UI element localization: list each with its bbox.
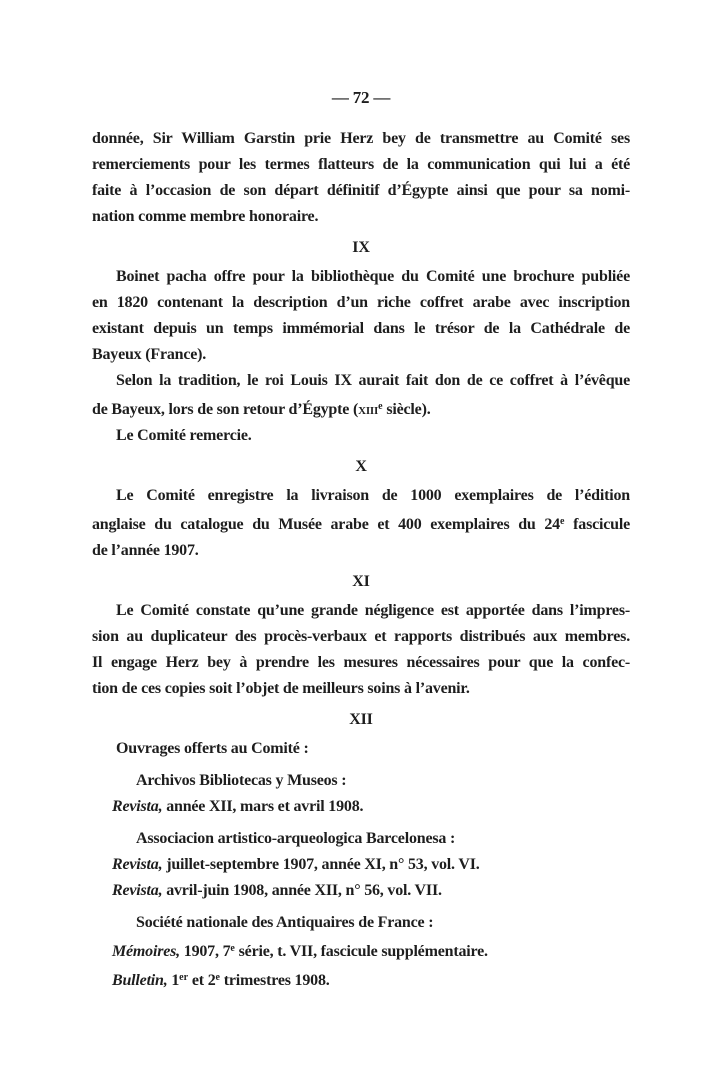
- text-line: Boinet pacha offre pour la bibliothèque du Comité une brochure publiée: [116, 268, 630, 285]
- text-line: Société nationale des Antiquaires de France :: [136, 914, 434, 931]
- paragraph: [92, 423, 630, 449]
- paragraph: [92, 264, 630, 368]
- entry-line: [92, 936, 630, 965]
- paragraph: [92, 598, 630, 702]
- text-line: en 1820 contenant la description d’un riche coffret arabe avec inscription: [92, 294, 630, 311]
- superscript-text: e: [215, 972, 220, 983]
- section-heading: X: [355, 458, 367, 475]
- text-line: de Bayeux, lors de son retour d’Égypte (xiii$^e$ siècle).: [92, 401, 431, 418]
- paragraph: [92, 126, 630, 230]
- text-line: nation comme membre honoraire.: [92, 208, 319, 225]
- page-number: — 72 —: [331, 88, 391, 107]
- text-line: Revista, juillet-septembre 1907, année XI, n° 53, vol. VI.: [112, 856, 480, 873]
- text-line: Revista, avril-juin 1908, année XII, n° 56, vol. VII.: [112, 882, 442, 899]
- paragraph: [92, 736, 630, 762]
- entry-line: [92, 878, 630, 904]
- text-line: Revista, année XII, mars et avril 1908.: [112, 798, 364, 815]
- text-line: faite à l’occasion de son départ définitif d’Égypte ainsi que pour sa nomi-: [92, 182, 630, 199]
- text-line: donnée, Sir William Garstin prie Herz bey de transmettre au Comité ses: [92, 130, 630, 147]
- page-content: [92, 126, 630, 994]
- text-line: remerciements pour les termes flatteurs de la communication qui lui a été: [92, 156, 630, 173]
- paragraph: [92, 483, 630, 564]
- text-line: Ouvrages offerts au Comité :: [116, 740, 309, 757]
- section-heading: XI: [352, 573, 370, 590]
- entry-line: [92, 852, 630, 878]
- smallcaps-text: xiii: [358, 401, 379, 418]
- italic-text: Bulletin,: [112, 972, 168, 989]
- text-line: Bulletin, 1er et 2e trimestres 1908.: [112, 972, 330, 989]
- text-line: tion de ces copies soit l’objet de meilleurs soins à l’avenir.: [92, 680, 470, 697]
- superscript-text: e: [378, 401, 383, 412]
- italic-text: Revista,: [112, 882, 163, 899]
- text-line: Le Comité constate qu’une grande négligence est apportée dans l’impres-: [116, 602, 630, 619]
- text-line: Selon la tradition, le roi Louis IX aurait fait don de ce coffret à l’évêque: [116, 372, 630, 389]
- italic-text: Revista,: [112, 798, 163, 815]
- text-line: sion au duplicateur des procès-verbaux et rapports distribués aux membres.: [92, 628, 630, 645]
- text-line: Le Comité remercie.: [116, 427, 252, 444]
- group-heading: [92, 768, 630, 794]
- group-heading: [92, 910, 630, 936]
- text-line: Archivos Bibliotecas y Museos :: [136, 772, 347, 789]
- italic-text: Revista,: [112, 856, 163, 873]
- italic-text: Mémoires,: [112, 943, 180, 960]
- superscript-text: e: [559, 516, 565, 527]
- text-line: Associacion artistico-arqueologica Barcelonesa :: [136, 830, 456, 847]
- superscript-text: e: [230, 943, 235, 954]
- entry-line: [92, 965, 630, 994]
- entry-line: [92, 794, 630, 820]
- section-heading: XII: [349, 711, 373, 728]
- text-line: Le Comité enregistre la livraison de 1000 exemplaires de l’édition: [116, 487, 630, 504]
- paragraph: [92, 368, 630, 423]
- superscript-text: er: [179, 972, 189, 983]
- text-line: Mémoires, 1907, 7e série, t. VII, fascicule supplémentaire.: [112, 943, 488, 960]
- text-line: de l’année 1907.: [92, 542, 199, 559]
- group-heading: [92, 826, 630, 852]
- text-line: existant depuis un temps immémorial dans le trésor de la Cathédrale de: [92, 320, 630, 337]
- section-heading: IX: [352, 239, 370, 256]
- text-line: Il engage Herz bey à prendre les mesures nécessaires pour que la confec-: [92, 654, 630, 671]
- text-line: anglaise du catalogue du Musée arabe et 400 exemplaires du 24e fascicule: [92, 516, 630, 533]
- text-line: Bayeux (France).: [92, 346, 207, 363]
